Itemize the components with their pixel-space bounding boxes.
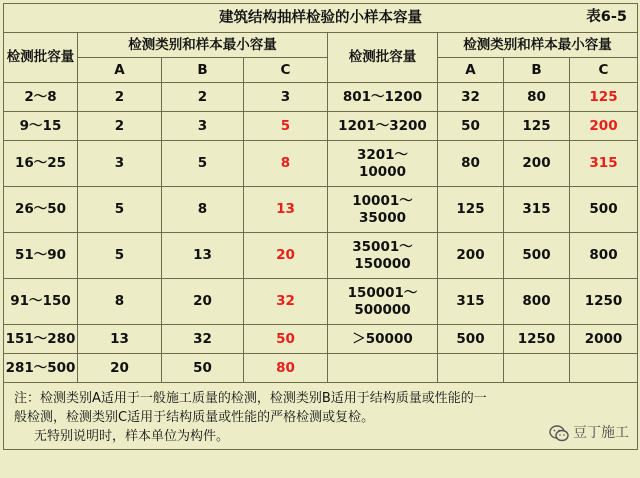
table-row (4, 112, 638, 141)
title-cell (4, 4, 638, 33)
empty-cell (438, 354, 504, 383)
title-row (4, 4, 638, 33)
a-cell: 20 (78, 354, 162, 383)
b-cell: 20 (162, 279, 244, 325)
table-title: 建筑结构抽样检验的小样本容量 (219, 9, 422, 26)
c-cell-right: 315 (570, 141, 638, 187)
batch-cell: 2～8 (4, 83, 78, 112)
a-cell-right: 200 (438, 233, 504, 279)
batch-cell-right: 801～1200 (328, 83, 438, 112)
c-cell-right: 800 (570, 233, 638, 279)
header-c-left: C (244, 58, 328, 83)
c-cell: 50 (244, 325, 328, 354)
c-cell-right: 200 (570, 112, 638, 141)
batch-cell-right: 1201～3200 (328, 112, 438, 141)
batch-cell-right (328, 187, 438, 233)
batch-cell: 16～25 (4, 141, 78, 187)
watermark-logo (549, 424, 629, 443)
table-row (4, 187, 638, 233)
note-cell (4, 383, 638, 450)
table-row (4, 83, 638, 112)
a-cell-right: 80 (438, 141, 504, 187)
b-cell-right: 1250 (504, 325, 570, 354)
c-cell: 5 (244, 112, 328, 141)
b-cell: 50 (162, 354, 244, 383)
header-batch-size-left: 检测批容量 (4, 33, 78, 83)
table-row (4, 325, 638, 354)
empty-cell (570, 354, 638, 383)
batch-range-start: 35001～ (352, 238, 413, 255)
c-cell: 80 (244, 354, 328, 383)
note-line-1: 注：检测类别A适用于一般施工质量的检测，检测类别B适用于结构质量或性能的一 (14, 391, 487, 406)
empty-cell (504, 354, 570, 383)
b-cell: 32 (162, 325, 244, 354)
table-row (4, 279, 638, 325)
b-cell-right: 315 (504, 187, 570, 233)
table-row (4, 141, 638, 187)
note-line-3: 无特别说明时，样本单位为构件。 (34, 429, 230, 444)
c-cell: 13 (244, 187, 328, 233)
c-cell: 3 (244, 83, 328, 112)
c-cell: 8 (244, 141, 328, 187)
batch-cell-right: ＞50000 (328, 325, 438, 354)
sample-size-table (3, 3, 638, 450)
watermark-text: 豆丁施工 (573, 425, 629, 441)
header-a-right: A (438, 58, 504, 83)
batch-cell: 9～15 (4, 112, 78, 141)
a-cell: 2 (78, 83, 162, 112)
c-cell-right: 1250 (570, 279, 638, 325)
c-cell: 32 (244, 279, 328, 325)
c-cell-right: 2000 (570, 325, 638, 354)
a-cell: 13 (78, 325, 162, 354)
b-cell: 8 (162, 187, 244, 233)
batch-range-start: 150001～ (347, 284, 418, 301)
table-container (3, 3, 637, 475)
c-cell-right: 125 (570, 83, 638, 112)
b-cell: 5 (162, 141, 244, 187)
a-cell-right: 32 (438, 83, 504, 112)
c-cell-right: 500 (570, 187, 638, 233)
header-category-group-left: 检测类别和样本最小容量 (78, 33, 328, 58)
batch-range-start: 3201～ (356, 146, 409, 163)
note-row (4, 383, 638, 450)
batch-range-end: 500000 (354, 301, 411, 318)
wechat-icon (549, 425, 569, 442)
c-cell: 20 (244, 233, 328, 279)
batch-cell: 281～500 (4, 354, 78, 383)
table-row (4, 233, 638, 279)
batch-range-start: 10001～ (352, 192, 413, 209)
batch-cell-right (328, 233, 438, 279)
a-cell: 8 (78, 279, 162, 325)
table-row (4, 354, 638, 383)
a-cell-right: 500 (438, 325, 504, 354)
header-row (4, 33, 638, 58)
batch-cell: 151～280 (4, 325, 78, 354)
note-line-2: 般检测，检测类别C适用于结构质量或性能的严格检测或复检。 (14, 410, 375, 425)
a-cell: 3 (78, 141, 162, 187)
batch-range-end: 10000 (359, 163, 406, 180)
header-c-right: C (570, 58, 638, 83)
b-cell-right: 125 (504, 112, 570, 141)
subheader-row (4, 58, 638, 83)
batch-range-end: 150000 (354, 255, 411, 272)
a-cell-right: 125 (438, 187, 504, 233)
batch-cell: 26～50 (4, 187, 78, 233)
a-cell-right: 315 (438, 279, 504, 325)
batch-cell-right (328, 279, 438, 325)
batch-cell: 91～150 (4, 279, 78, 325)
header-b-left: B (162, 58, 244, 83)
a-cell: 5 (78, 233, 162, 279)
batch-cell: 51～90 (4, 233, 78, 279)
b-cell-right: 200 (504, 141, 570, 187)
a-cell: 5 (78, 187, 162, 233)
a-cell: 2 (78, 112, 162, 141)
b-cell: 13 (162, 233, 244, 279)
empty-cell (328, 354, 438, 383)
a-cell-right: 50 (438, 112, 504, 141)
table-number: 表6-5 (586, 9, 627, 25)
batch-cell-right (328, 141, 438, 187)
header-b-right: B (504, 58, 570, 83)
b-cell-right: 80 (504, 83, 570, 112)
header-a-left: A (78, 58, 162, 83)
b-cell: 2 (162, 83, 244, 112)
b-cell-right: 800 (504, 279, 570, 325)
batch-range-end: 35000 (359, 209, 406, 226)
b-cell-right: 500 (504, 233, 570, 279)
header-batch-size-right: 检测批容量 (328, 33, 438, 83)
header-category-group-right: 检测类别和样本最小容量 (438, 33, 638, 58)
b-cell: 3 (162, 112, 244, 141)
